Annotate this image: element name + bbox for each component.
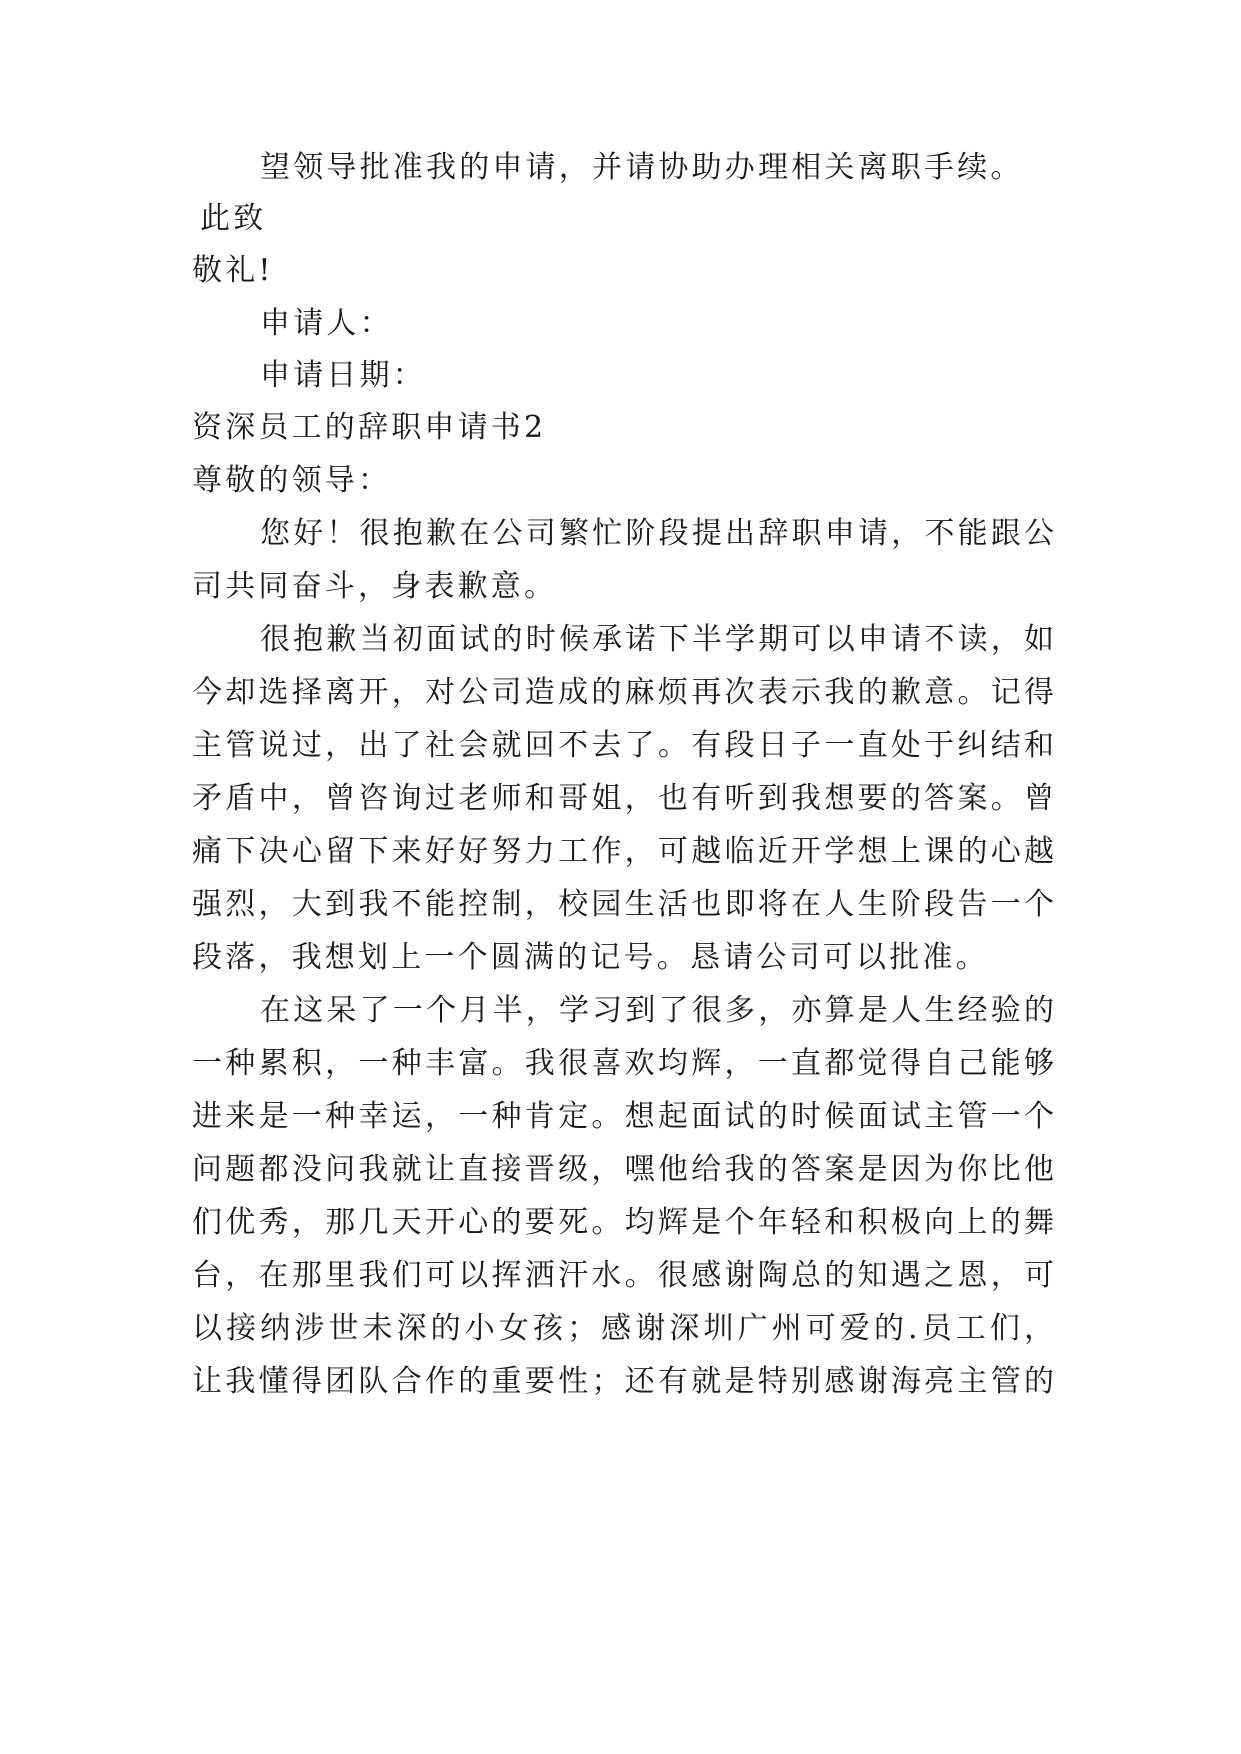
body-line: 今却选择离开，对公司造成的麻烦再次表示我的歉意。记得 [192,675,1054,710]
body-line: 强烈，大到我不能控制，校园生活也即将在人生阶段告一个 [192,887,1054,922]
body-line: 在这呆了一个月半，学习到了很多，亦算是人生经验的 [260,993,1054,1028]
body-line: 矛盾中，曾咨询过老师和哥姐，也有听到我想要的答案。曾 [192,781,1054,816]
body-line: 问题都没问我就让直接晋级，嘿他给我的答案是因为你比他 [192,1152,1054,1187]
body-line: 台，在那里我们可以挥洒汗水。很感谢陶总的知遇之恩，可 [192,1258,1054,1293]
body-line: 您好！很抱歉在公司繁忙阶段提出辞职申请，不能跟公 [260,516,1054,551]
body-line: 段落，我想划上一个圆满的记号。恳请公司可以批准。 [192,940,989,975]
applicant-label: 申请人： [260,306,393,341]
salutation-cizhi: 此致 [200,201,267,236]
section-title: 资深员工的辞职申请书2 [192,410,547,445]
body-line: 让我懂得团队合作的重要性；还有就是特别感谢海亮主管的 [192,1364,1054,1399]
body-line: 一种累积，一种丰富。我很喜欢均辉，一直都觉得自己能够 [192,1046,1054,1081]
body-line: 很抱歉当初面试的时候承诺下半学期可以申请不读，如 [260,622,1054,657]
salutation-jingli: 敬礼! [192,253,274,288]
body-line: 以接纳涉世未深的小女孩；感谢深圳广州可爱的.员工们， [192,1311,1054,1346]
application-date-label: 申请日期： [260,358,426,393]
body-line: 痛下决心留下来好好努力工作，可越临近开学想上课的心越 [192,834,1054,869]
closing-request-line: 望领导批准我的申请，并请协助办理相关离职手续。 [260,150,1024,185]
body-line: 们优秀，那几天开心的要死。均辉是个年轻和积极向上的舞 [192,1205,1054,1240]
body-line: 司共同奋斗，身表歉意。 [192,569,558,604]
body-line: 进来是一种幸运，一种肯定。想起面试的时候面试主管一个 [192,1099,1054,1134]
greeting: 尊敬的领导： [192,463,392,498]
body-line: 主管说过，出了社会就回不去了。有段日子一直处于纠结和 [192,728,1054,763]
